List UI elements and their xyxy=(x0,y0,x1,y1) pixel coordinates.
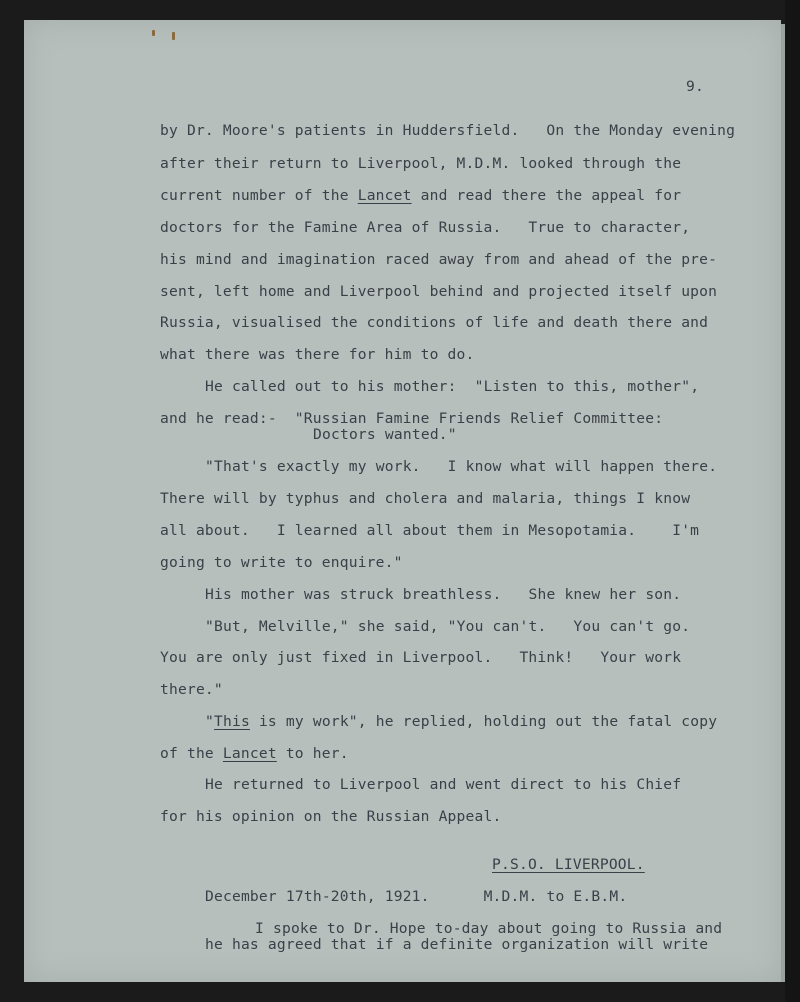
text-line: "But, Melville," she said, "You can't. You can't go. xyxy=(205,618,691,635)
text-line: all about. I learned all about them in Mesopotamia. I'm xyxy=(160,522,700,539)
text-line: His mother was struck breathless. She knew her son. xyxy=(205,586,682,603)
text-line: sent, left home and Liverpool behind and projected itself upon xyxy=(160,283,718,300)
text-line: by Dr. Moore's patients in Huddersfield. On the Monday evening xyxy=(160,122,736,139)
text-line: There will by typhus and cholera and malaria, things I know xyxy=(160,490,691,507)
paper-mark xyxy=(172,32,175,40)
underlined-word: This xyxy=(214,713,250,730)
text-line: Russia, visualised the conditions of life and death there and xyxy=(160,314,709,331)
underlined-word: Lancet xyxy=(357,187,412,204)
text-line: doctors for the Famine Area of Russia. True to character, xyxy=(160,219,691,236)
text-line: for his opinion on the Russian Appeal. xyxy=(160,808,502,825)
text-line: He called out to his mother: "Listen to this, mother", xyxy=(205,378,700,395)
text-line: of the Lancet to her. xyxy=(160,745,349,762)
text-line: He returned to Liverpool and went direct to his Chief xyxy=(205,776,682,793)
text-line: and he read:- "Russian Famine Friends Relief Committee: xyxy=(160,410,664,427)
letter-heading: P.S.O. LIVERPOOL. xyxy=(492,856,645,873)
underlined-word: Lancet xyxy=(222,745,277,762)
text-line: what there was there for him to do. xyxy=(160,346,475,363)
text-line: Doctors wanted." xyxy=(313,426,457,443)
text-line: there." xyxy=(160,681,223,698)
text-line: I spoke to Dr. Hope to-day about going to Russia and xyxy=(255,920,723,937)
text-line: after their return to Liverpool, M.D.M. looked through the xyxy=(160,155,682,172)
page-edge xyxy=(781,24,785,982)
page-number: 9. xyxy=(686,78,704,95)
scan-background-edge xyxy=(785,0,800,1002)
text-line: current number of the Lancet and read there the appeal for xyxy=(160,187,682,204)
text-line: "That's exactly my work. I know what will happen there. xyxy=(205,458,718,475)
letter-date-line: December 17th-20th, 1921. M.D.M. to E.B.M. xyxy=(205,888,628,905)
paper-mark xyxy=(152,30,155,36)
text-line: his mind and imagination raced away from and ahead of the pre- xyxy=(160,251,718,268)
text-line: going to write to enquire." xyxy=(160,554,403,571)
text-line: You are only just fixed in Liverpool. Think! Your work xyxy=(160,649,682,666)
text-line: "This is my work", he replied, holding out the fatal copy xyxy=(205,713,718,730)
text-line: he has agreed that if a definite organization will write xyxy=(205,936,709,953)
